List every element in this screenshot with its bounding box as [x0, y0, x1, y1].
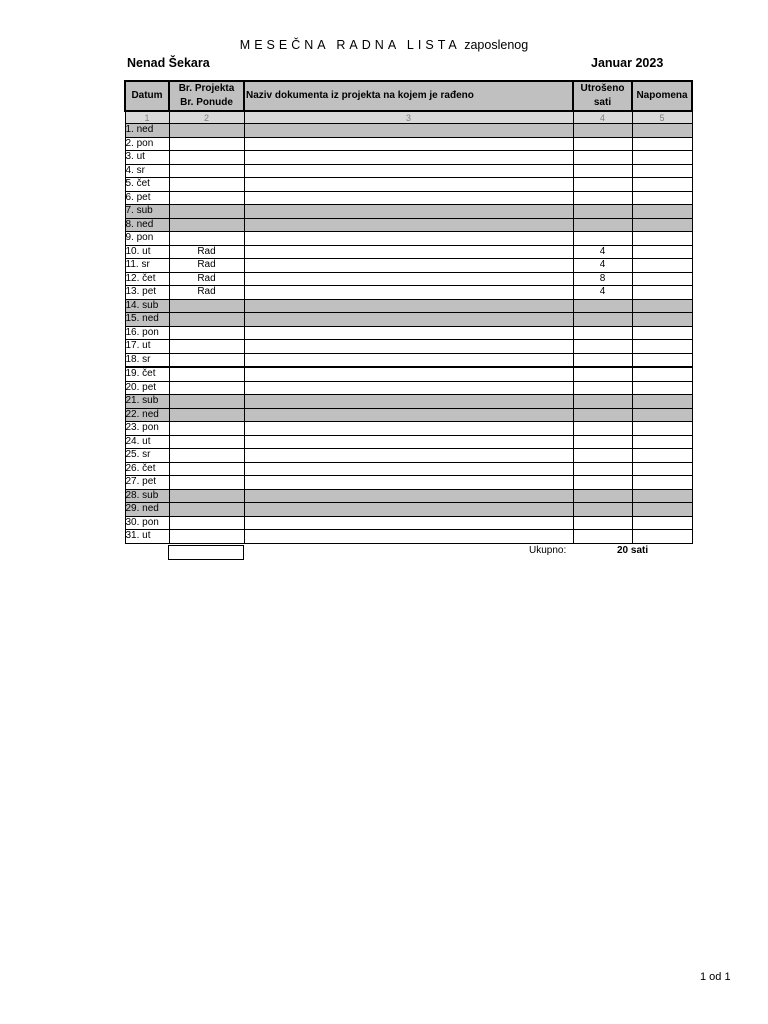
table-row	[125, 313, 692, 327]
cell-document	[244, 367, 573, 381]
header-project: Br. Projekta Br. Ponude	[169, 81, 244, 111]
table-row	[125, 205, 692, 219]
cell-project	[169, 191, 244, 205]
cell-note	[632, 489, 692, 503]
cell-note	[632, 395, 692, 409]
cell-hours	[573, 137, 632, 151]
cell-document	[244, 408, 573, 422]
total-value: 20 sati	[617, 545, 649, 556]
cell-hours	[573, 503, 632, 517]
cell-hours	[573, 191, 632, 205]
cell-project	[169, 530, 244, 544]
table-row	[125, 408, 692, 422]
cell-project	[169, 164, 244, 178]
total-label: Ukupno:	[529, 545, 567, 556]
cell-hours	[573, 381, 632, 395]
cell-date: 24. ut	[125, 435, 169, 449]
cell-note	[632, 462, 692, 476]
cell-note	[632, 449, 692, 463]
table-row	[125, 272, 692, 286]
cell-note	[632, 476, 692, 490]
cell-hours: 4	[573, 286, 632, 300]
table-row	[125, 489, 692, 503]
cell-date: 12. čet	[125, 272, 169, 286]
cell-project	[169, 367, 244, 381]
cell-note	[632, 164, 692, 178]
cell-note	[632, 191, 692, 205]
cell-note	[632, 326, 692, 340]
cell-date: 10. ut	[125, 245, 169, 259]
cell-note	[632, 381, 692, 395]
cell-document	[244, 299, 573, 313]
cell-document	[244, 191, 573, 205]
header-date: Datum	[125, 81, 169, 111]
cell-project	[169, 381, 244, 395]
table-row	[125, 435, 692, 449]
cell-note	[632, 422, 692, 436]
cell-date: 6. pet	[125, 191, 169, 205]
cell-date: 16. pon	[125, 326, 169, 340]
cell-note	[632, 530, 692, 544]
cell-project	[169, 516, 244, 530]
cell-project	[169, 489, 244, 503]
cell-note	[632, 340, 692, 354]
header-hours: Utrošeno sati	[573, 81, 632, 111]
cell-document	[244, 232, 573, 246]
table-row	[125, 299, 692, 313]
cell-note	[632, 137, 692, 151]
cell-hours	[573, 232, 632, 246]
cell-project	[169, 218, 244, 232]
table-row	[125, 218, 692, 232]
cell-date: 11. sr	[125, 259, 169, 273]
cell-date: 31. ut	[125, 530, 169, 544]
cell-date: 19. čet	[125, 367, 169, 381]
cell-note	[632, 259, 692, 273]
cell-date: 17. ut	[125, 340, 169, 354]
employee-name: Nenad Šekara	[127, 56, 210, 70]
cell-note	[632, 516, 692, 530]
cell-project	[169, 503, 244, 517]
cell-hours	[573, 516, 632, 530]
cell-hours	[573, 353, 632, 367]
cell-hours	[573, 124, 632, 138]
cell-project	[169, 137, 244, 151]
cell-note	[632, 313, 692, 327]
cell-hours: 4	[573, 245, 632, 259]
cell-project: Rad	[169, 272, 244, 286]
column-number: 1	[125, 111, 169, 124]
cell-hours	[573, 326, 632, 340]
cell-hours	[573, 205, 632, 219]
cell-note	[632, 367, 692, 381]
cell-project	[169, 476, 244, 490]
cell-hours	[573, 449, 632, 463]
cell-project	[169, 435, 244, 449]
cell-document	[244, 178, 573, 192]
cell-document	[244, 449, 573, 463]
cell-note	[632, 353, 692, 367]
cell-project: Rad	[169, 286, 244, 300]
cell-document	[244, 218, 573, 232]
header-document: Naziv dokumenta iz projekta na kojem je rađeno	[244, 81, 573, 111]
page-number: 1 od 1	[700, 971, 731, 983]
cell-date: 2. pon	[125, 137, 169, 151]
cell-hours	[573, 395, 632, 409]
table-row	[125, 367, 692, 381]
cell-note	[632, 408, 692, 422]
cell-hours	[573, 299, 632, 313]
cell-document	[244, 124, 573, 138]
cell-hours: 8	[573, 272, 632, 286]
table-row	[125, 340, 692, 354]
cell-hours	[573, 164, 632, 178]
cell-hours	[573, 151, 632, 165]
cell-project	[169, 422, 244, 436]
cell-hours	[573, 435, 632, 449]
cell-date: 27. pet	[125, 476, 169, 490]
cell-project	[169, 178, 244, 192]
cell-document	[244, 530, 573, 544]
cell-project	[169, 353, 244, 367]
cell-hours	[573, 367, 632, 381]
cell-project	[169, 232, 244, 246]
cell-document	[244, 340, 573, 354]
cell-hours	[573, 476, 632, 490]
title-suffix: zaposlenog	[464, 38, 529, 52]
cell-document	[244, 395, 573, 409]
cell-document	[244, 381, 573, 395]
cell-hours: 4	[573, 259, 632, 273]
cell-project	[169, 408, 244, 422]
cell-date: 4. sr	[125, 164, 169, 178]
cell-date: 21. sub	[125, 395, 169, 409]
cell-project	[169, 340, 244, 354]
header-row	[125, 81, 692, 111]
cell-project	[169, 205, 244, 219]
cell-date: 3. ut	[125, 151, 169, 165]
header-note: Napomena	[632, 81, 692, 111]
cell-date: 29. ned	[125, 503, 169, 517]
table-row	[125, 395, 692, 409]
table-row	[125, 178, 692, 192]
cell-document	[244, 286, 573, 300]
cell-date: 26. čet	[125, 462, 169, 476]
cell-date: 18. sr	[125, 353, 169, 367]
cell-date: 28. sub	[125, 489, 169, 503]
cell-date: 1. ned	[125, 124, 169, 138]
cell-hours	[573, 489, 632, 503]
cell-document	[244, 476, 573, 490]
table-row	[125, 422, 692, 436]
title-main: MESEČNA RADNA LISTA	[239, 38, 461, 52]
table-row	[125, 232, 692, 246]
cell-hours	[573, 218, 632, 232]
table-row	[125, 286, 692, 300]
cell-hours	[573, 408, 632, 422]
cell-document	[244, 151, 573, 165]
table-row	[125, 462, 692, 476]
cell-document	[244, 353, 573, 367]
cell-note	[632, 218, 692, 232]
cell-hours	[573, 340, 632, 354]
cell-date: 8. ned	[125, 218, 169, 232]
column-number: 3	[244, 111, 573, 124]
table-row	[125, 503, 692, 517]
cell-document	[244, 435, 573, 449]
table-row	[125, 164, 692, 178]
cell-hours	[573, 178, 632, 192]
cell-project: Rad	[169, 259, 244, 273]
cell-date: 5. čet	[125, 178, 169, 192]
cell-date: 7. sub	[125, 205, 169, 219]
table-row	[125, 137, 692, 151]
cell-project	[169, 462, 244, 476]
cell-note	[632, 435, 692, 449]
cell-note	[632, 124, 692, 138]
cell-note	[632, 272, 692, 286]
cell-document	[244, 462, 573, 476]
cell-note	[632, 178, 692, 192]
cell-document	[244, 516, 573, 530]
cell-document	[244, 489, 573, 503]
cell-date: 13. pet	[125, 286, 169, 300]
cell-date: 23. pon	[125, 422, 169, 436]
cell-document	[244, 272, 573, 286]
cell-document	[244, 326, 573, 340]
cell-project: Rad	[169, 245, 244, 259]
cell-document	[244, 205, 573, 219]
cell-date: 15. ned	[125, 313, 169, 327]
table-row	[125, 516, 692, 530]
cell-hours	[573, 422, 632, 436]
cell-note	[632, 245, 692, 259]
cell-project	[169, 395, 244, 409]
project-total-box	[168, 545, 244, 560]
cell-document	[244, 259, 573, 273]
cell-note	[632, 151, 692, 165]
cell-project	[169, 299, 244, 313]
cell-document	[244, 164, 573, 178]
cell-note	[632, 299, 692, 313]
column-number-row	[125, 111, 692, 124]
cell-project	[169, 449, 244, 463]
table-row	[125, 353, 692, 367]
table-row	[125, 326, 692, 340]
table-row	[125, 530, 692, 544]
table-row	[125, 476, 692, 490]
cell-hours	[573, 530, 632, 544]
table-row	[125, 259, 692, 273]
table-row	[125, 449, 692, 463]
cell-project	[169, 151, 244, 165]
cell-date: 14. sub	[125, 299, 169, 313]
column-number: 4	[573, 111, 632, 124]
cell-date: 9. pon	[125, 232, 169, 246]
cell-date: 30. pon	[125, 516, 169, 530]
cell-date: 20. pet	[125, 381, 169, 395]
document-title	[0, 38, 768, 52]
cell-date: 22. ned	[125, 408, 169, 422]
table-row	[125, 151, 692, 165]
cell-document	[244, 503, 573, 517]
cell-document	[244, 245, 573, 259]
timesheet-table	[124, 80, 693, 544]
cell-document	[244, 422, 573, 436]
table-row	[125, 191, 692, 205]
column-number: 2	[169, 111, 244, 124]
cell-project	[169, 326, 244, 340]
cell-hours	[573, 462, 632, 476]
cell-document	[244, 137, 573, 151]
cell-note	[632, 503, 692, 517]
cell-note	[632, 286, 692, 300]
cell-project	[169, 124, 244, 138]
table-row	[125, 245, 692, 259]
period: Januar 2023	[591, 56, 664, 70]
cell-document	[244, 313, 573, 327]
cell-project	[169, 313, 244, 327]
cell-date: 25. sr	[125, 449, 169, 463]
cell-hours	[573, 313, 632, 327]
column-number: 5	[632, 111, 692, 124]
table-row	[125, 124, 692, 138]
table-row	[125, 381, 692, 395]
cell-note	[632, 232, 692, 246]
cell-note	[632, 205, 692, 219]
table-body	[125, 124, 692, 544]
